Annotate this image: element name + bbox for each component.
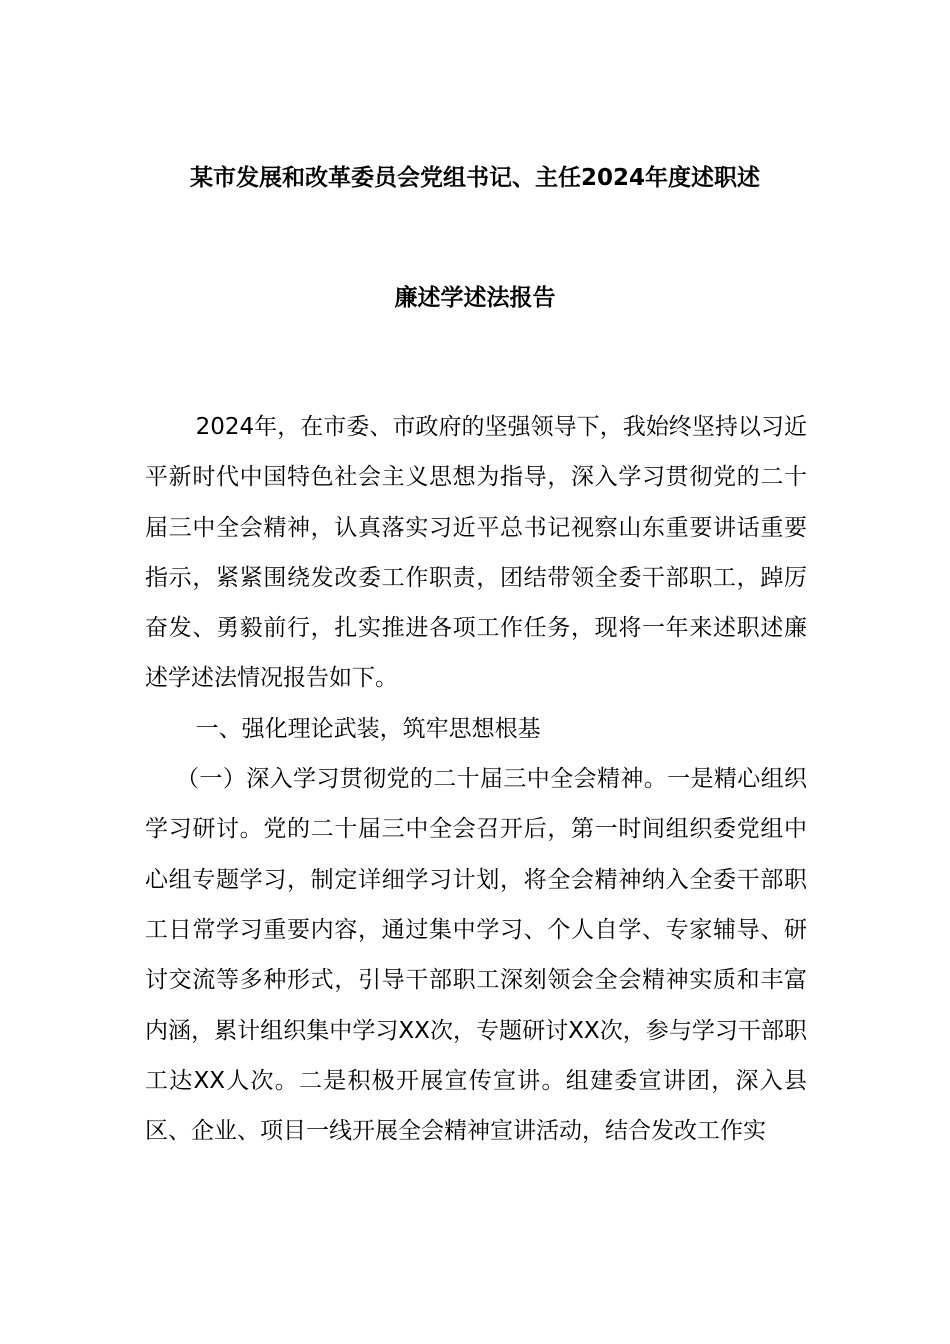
document-title-line-2: 廉述学述法报告 — [394, 285, 556, 311]
document-title-line-1: 某市发展和改革委员会党组书记、主任2024年度述职述 — [189, 165, 760, 191]
document-body — [145, 402, 807, 1156]
section-heading-1: 一、强化理论武装，筑牢思想根基 — [195, 715, 541, 742]
subsection-paragraph-1: （一）深入学习贯彻党的二十届三中全会精神。一是精心组织学习研讨。党的二十届三中全会召开后，第一时间组织委党组中心组专题学习，制定详细学习计划，将全会精神纳入全委干部职工日常学习重要内容，通过集中学习、个人自学、专家辅导、研讨交流等多种形式，引导干部职工深刻领会全会精神实质和丰富内涵，累计组织集中学习XX次，专题研讨XX次，参与学习干部职工达XX人次。二是积极开展宣传宣讲。组建委宣讲团，深入县区、企业、项目一线开展全会精神宣讲活动，结合发改工作实 — [145, 766, 807, 1145]
intro-paragraph: 2024年，在市委、市政府的坚强领导下，我始终坚持以习近平新时代中国特色社会主义思想为指导，深入学习贯彻党的二十届三中全会精神，认真落实习近平总书记视察山东重要讲话重要指示，紧紧围绕发改委工作职责，团结带领全委干部职工，踔厉奋发、勇毅前行，扎实推进各项工作任务，现将一年来述职述廉述学述法情况报告如下。 — [145, 414, 807, 692]
